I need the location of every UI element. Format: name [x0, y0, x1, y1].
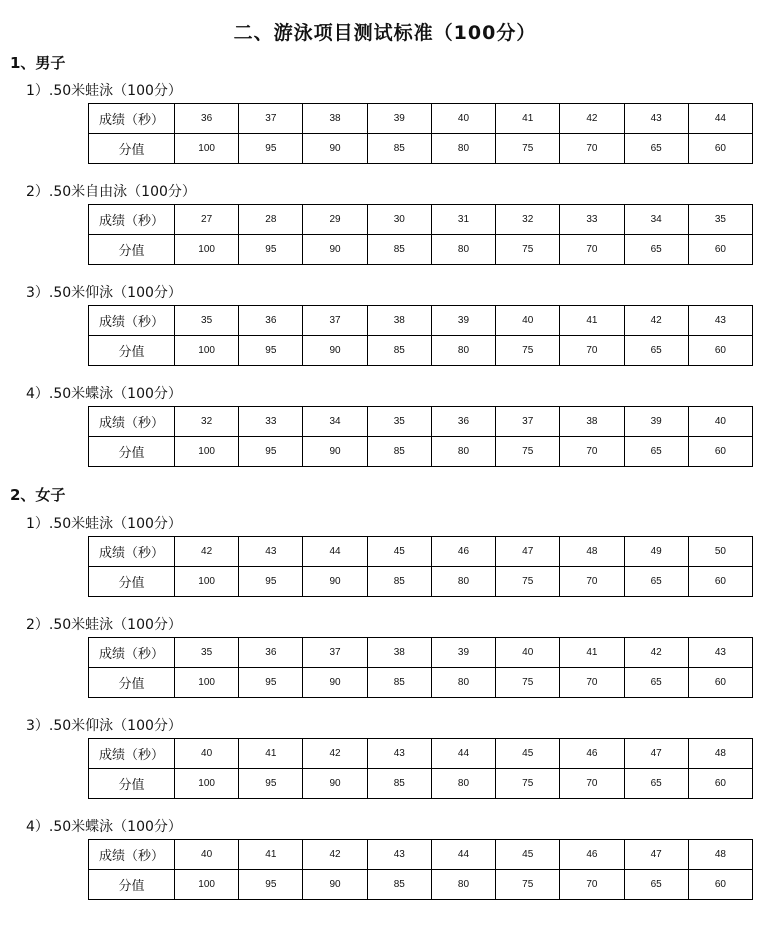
points-cell: 65 [624, 437, 688, 467]
time-cell: 42 [624, 306, 688, 336]
points-cell: 75 [496, 336, 560, 366]
time-cell: 41 [560, 638, 624, 668]
points-cell: 100 [175, 567, 239, 597]
time-cell: 45 [496, 739, 560, 769]
points-cell: 65 [624, 235, 688, 265]
score-table [88, 103, 753, 164]
time-cell: 43 [688, 306, 752, 336]
points-label: 分值 [89, 437, 175, 467]
time-cell: 47 [624, 840, 688, 870]
time-cell: 37 [303, 638, 367, 668]
time-cell: 46 [560, 739, 624, 769]
time-cell: 34 [303, 407, 367, 437]
points-cell: 100 [175, 769, 239, 799]
points-label: 分值 [89, 769, 175, 799]
points-label: 分值 [89, 567, 175, 597]
points-cell: 90 [303, 567, 367, 597]
points-cell: 85 [367, 336, 431, 366]
points-cell: 95 [239, 567, 303, 597]
time-cell: 46 [560, 840, 624, 870]
points-cell: 60 [688, 235, 752, 265]
section-heading-female: 2、女子 [10, 486, 66, 504]
points-cell: 80 [431, 870, 495, 900]
score-table [88, 536, 753, 597]
time-cell: 42 [303, 840, 367, 870]
points-cell: 100 [175, 437, 239, 467]
time-row [89, 537, 753, 567]
points-cell: 95 [239, 769, 303, 799]
time-cell: 38 [367, 306, 431, 336]
time-row [89, 638, 753, 668]
time-cell: 40 [175, 840, 239, 870]
time-cell: 38 [303, 104, 367, 134]
event-label: 3）.50米仰泳（100分） [26, 285, 182, 301]
points-cell: 60 [688, 134, 752, 164]
score-label: 成绩（秒） [89, 739, 175, 769]
time-cell: 47 [624, 739, 688, 769]
time-cell: 41 [239, 840, 303, 870]
score-table [88, 637, 753, 698]
event-label: 4）.50米蝶泳（100分） [26, 386, 182, 402]
points-cell: 65 [624, 870, 688, 900]
time-cell: 47 [496, 537, 560, 567]
time-cell: 27 [175, 205, 239, 235]
points-cell: 70 [560, 668, 624, 698]
points-cell: 60 [688, 336, 752, 366]
time-cell: 40 [496, 638, 560, 668]
points-cell: 65 [624, 668, 688, 698]
time-cell: 40 [431, 104, 495, 134]
time-cell: 43 [688, 638, 752, 668]
points-cell: 80 [431, 235, 495, 265]
points-cell: 95 [239, 437, 303, 467]
time-cell: 29 [303, 205, 367, 235]
event-label: 2）.50米自由泳（100分） [26, 184, 196, 200]
points-cell: 85 [367, 235, 431, 265]
time-cell: 35 [175, 306, 239, 336]
page-title: 二、游泳项目测试标准（100分） [233, 22, 537, 44]
points-cell: 85 [367, 870, 431, 900]
time-cell: 36 [431, 407, 495, 437]
points-label: 分值 [89, 668, 175, 698]
points-cell: 85 [367, 769, 431, 799]
time-row [89, 104, 753, 134]
time-cell: 40 [175, 739, 239, 769]
time-cell: 40 [688, 407, 752, 437]
points-row [89, 870, 753, 900]
points-cell: 80 [431, 336, 495, 366]
time-cell: 42 [303, 739, 367, 769]
time-cell: 38 [367, 638, 431, 668]
section-heading-male: 1、男子 [10, 54, 66, 72]
time-cell: 36 [239, 306, 303, 336]
time-cell: 40 [496, 306, 560, 336]
points-cell: 90 [303, 134, 367, 164]
time-cell: 37 [239, 104, 303, 134]
points-cell: 70 [560, 769, 624, 799]
points-label: 分值 [89, 870, 175, 900]
score-label: 成绩（秒） [89, 840, 175, 870]
time-cell: 39 [624, 407, 688, 437]
time-row [89, 739, 753, 769]
time-cell: 43 [367, 739, 431, 769]
points-cell: 75 [496, 235, 560, 265]
points-cell: 65 [624, 134, 688, 164]
points-cell: 95 [239, 134, 303, 164]
time-cell: 41 [239, 739, 303, 769]
score-table [88, 839, 753, 900]
time-cell: 33 [239, 407, 303, 437]
score-label: 成绩（秒） [89, 407, 175, 437]
points-row [89, 437, 753, 467]
points-row [89, 134, 753, 164]
score-table [88, 406, 753, 467]
points-cell: 95 [239, 870, 303, 900]
time-cell: 48 [560, 537, 624, 567]
points-cell: 60 [688, 769, 752, 799]
time-cell: 48 [688, 840, 752, 870]
time-cell: 35 [688, 205, 752, 235]
points-cell: 95 [239, 235, 303, 265]
score-label: 成绩（秒） [89, 104, 175, 134]
time-cell: 38 [560, 407, 624, 437]
points-cell: 100 [175, 668, 239, 698]
time-cell: 39 [431, 306, 495, 336]
event-label: 4）.50米蝶泳（100分） [26, 819, 182, 835]
time-row [89, 840, 753, 870]
time-cell: 41 [560, 306, 624, 336]
time-cell: 37 [303, 306, 367, 336]
score-table [88, 204, 753, 265]
score-label: 成绩（秒） [89, 537, 175, 567]
time-cell: 50 [688, 537, 752, 567]
points-cell: 75 [496, 134, 560, 164]
points-cell: 100 [175, 235, 239, 265]
points-cell: 85 [367, 668, 431, 698]
time-cell: 39 [367, 104, 431, 134]
points-cell: 75 [496, 870, 560, 900]
time-cell: 42 [175, 537, 239, 567]
time-row [89, 306, 753, 336]
points-cell: 70 [560, 336, 624, 366]
time-cell: 45 [367, 537, 431, 567]
points-row [89, 235, 753, 265]
points-label: 分值 [89, 134, 175, 164]
time-cell: 43 [239, 537, 303, 567]
score-table [88, 738, 753, 799]
points-cell: 85 [367, 134, 431, 164]
points-cell: 100 [175, 134, 239, 164]
points-cell: 80 [431, 769, 495, 799]
time-cell: 39 [431, 638, 495, 668]
time-cell: 28 [239, 205, 303, 235]
time-cell: 46 [431, 537, 495, 567]
points-cell: 95 [239, 668, 303, 698]
points-cell: 70 [560, 870, 624, 900]
time-row [89, 407, 753, 437]
time-cell: 43 [367, 840, 431, 870]
time-cell: 48 [688, 739, 752, 769]
time-cell: 44 [688, 104, 752, 134]
time-cell: 37 [496, 407, 560, 437]
time-cell: 35 [367, 407, 431, 437]
points-cell: 85 [367, 567, 431, 597]
points-cell: 85 [367, 437, 431, 467]
time-cell: 44 [303, 537, 367, 567]
event-label: 2）.50米蛙泳（100分） [26, 617, 182, 633]
points-cell: 80 [431, 134, 495, 164]
score-table [88, 305, 753, 366]
time-cell: 49 [624, 537, 688, 567]
points-cell: 65 [624, 769, 688, 799]
points-cell: 80 [431, 668, 495, 698]
points-row [89, 567, 753, 597]
time-cell: 34 [624, 205, 688, 235]
points-cell: 100 [175, 870, 239, 900]
points-cell: 60 [688, 668, 752, 698]
points-cell: 65 [624, 567, 688, 597]
time-cell: 44 [431, 840, 495, 870]
event-label: 1）.50米蛙泳（100分） [26, 516, 182, 532]
points-cell: 70 [560, 235, 624, 265]
points-cell: 90 [303, 235, 367, 265]
time-cell: 32 [175, 407, 239, 437]
score-label: 成绩（秒） [89, 638, 175, 668]
points-cell: 75 [496, 437, 560, 467]
time-cell: 36 [175, 104, 239, 134]
points-label: 分值 [89, 235, 175, 265]
time-cell: 42 [560, 104, 624, 134]
points-label: 分值 [89, 336, 175, 366]
points-cell: 90 [303, 870, 367, 900]
points-row [89, 769, 753, 799]
points-cell: 90 [303, 668, 367, 698]
points-cell: 90 [303, 437, 367, 467]
points-cell: 60 [688, 437, 752, 467]
time-row [89, 205, 753, 235]
time-cell: 43 [624, 104, 688, 134]
points-cell: 70 [560, 134, 624, 164]
points-row [89, 336, 753, 366]
score-label: 成绩（秒） [89, 205, 175, 235]
points-cell: 65 [624, 336, 688, 366]
time-cell: 35 [175, 638, 239, 668]
points-cell: 100 [175, 336, 239, 366]
time-cell: 42 [624, 638, 688, 668]
points-cell: 70 [560, 437, 624, 467]
time-cell: 31 [431, 205, 495, 235]
time-cell: 32 [496, 205, 560, 235]
time-cell: 45 [496, 840, 560, 870]
points-cell: 80 [431, 567, 495, 597]
points-cell: 75 [496, 769, 560, 799]
points-cell: 80 [431, 437, 495, 467]
points-cell: 70 [560, 567, 624, 597]
score-label: 成绩（秒） [89, 306, 175, 336]
time-cell: 33 [560, 205, 624, 235]
points-cell: 90 [303, 769, 367, 799]
event-label: 3）.50米仰泳（100分） [26, 718, 182, 734]
time-cell: 41 [496, 104, 560, 134]
points-cell: 90 [303, 336, 367, 366]
event-label: 1）.50米蛙泳（100分） [26, 83, 182, 99]
time-cell: 30 [367, 205, 431, 235]
points-cell: 75 [496, 668, 560, 698]
time-cell: 44 [431, 739, 495, 769]
points-cell: 60 [688, 870, 752, 900]
points-cell: 60 [688, 567, 752, 597]
points-cell: 75 [496, 567, 560, 597]
time-cell: 36 [239, 638, 303, 668]
points-row [89, 668, 753, 698]
points-cell: 95 [239, 336, 303, 366]
